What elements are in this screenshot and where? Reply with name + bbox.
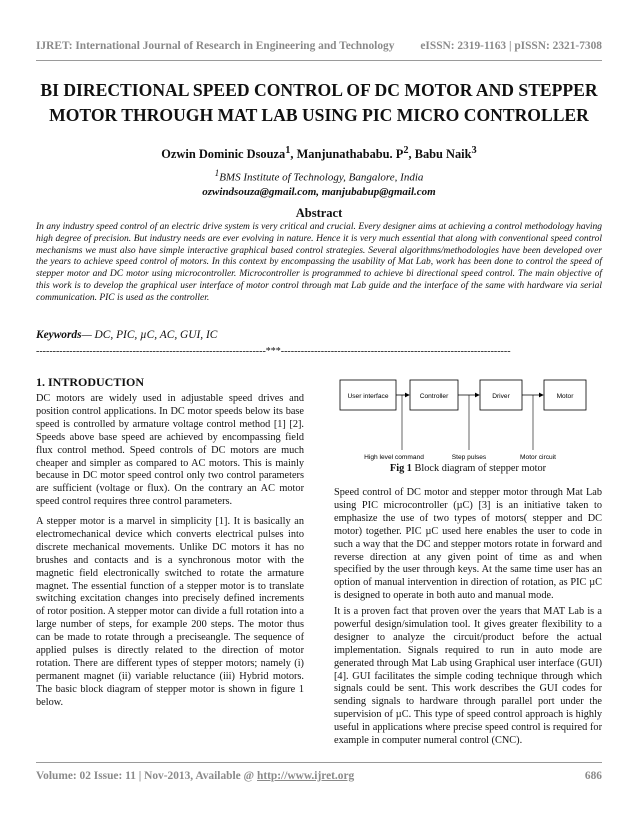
label-driver: Driver [492,393,510,400]
author-2: Manjunathababu. P [296,147,404,162]
issn: eISSN: 2319-1163 | pISSN: 2321-7308 [420,40,602,52]
keywords-text: — DC, PIC, µC, AC, GUI, IC [81,329,218,341]
abstract-text: In any industry speed control of an electric drive system is very critical and crucial. Every designer aims at achieving a control methodology having high degree of precision. But industry needs are ever evolving in nature. Hence it is very much essential that along with conventional speed control mechanisms we must also have simple interactive graphical based control strategies. Several algorithms/methodologies have been developed over the years to achieve speed control of motors. In this context by encompassing the usability of Mat Lab, work has been done to control the speed of stepper motor and DC motor using microcontroller. Microcontroller is programmed to achieve bi directional speed control. The main objective of this work is to develop the graphical user interface of motor control through mat Lab guide and the interface of the same with hardware via serial communication. PIC is used as the controller. [36,222,602,303]
label-high-level-command: High level command [364,454,424,461]
journal-link[interactable]: http://www.ijret.org [257,770,355,782]
figure-caption [334,463,602,474]
intro-paragraph-4: It is a proven fact that proven over the years that MAT Lab is a powerful design/simulation tool. It gives greater flexibility to a designer to analyze the circuit/product before the actual implementation. Signals required to run in auto mode are generated through Mat Lab using Graphical user interface (GUI) [4]. GUI facilitates the simple coding technique through which signals could be sent. This work describes the GUI codes for sending signals to hardware through parallel port under the supervision of µC. This type of speed control approach is highly useful in applications where precise speed control is required for example in computer numeral control (CNC). [334,606,602,747]
intro-paragraph-1: DC motors are widely used in adjustable speed drives and position control applications. In DC motor speeds below its base speed is controlled by armature voltage control method [1] [2]. Speeds above base speed are achieved by encompassing field flux control method. Speed controls of DC motors are much cheaper and simpler as compared to AC motors. This is mainly because in DC motor speed control only two control parameters are sufficient (voltage or flux). On the contrary an AC motor speed control requires three control parameters. [36,393,304,508]
institute: BMS Institute of Technology, Bangalore, India [219,171,424,184]
author-1: Ozwin Dominic Dsouza [161,147,286,162]
page-number: 686 [584,770,602,782]
journal-name: IJRET: International Journal of Research in Engineering and Technology [36,40,395,52]
label-motor: Motor [556,393,574,400]
keywords-label: Keywords [36,329,82,341]
block-diagram [334,372,602,467]
affiliation-sup: 1 [214,168,220,178]
author-3: Babu Naik [414,147,472,162]
section-separator: ---------------------------------------------------------------------***--------------------------------------------------------------------- [36,346,511,357]
label-motor-circuit: Motor circuit [520,454,556,461]
header-rule [36,60,602,61]
footer-volume-info: Volume: 02 Issue: 11 | Nov-2013, Available @ [36,770,257,782]
figure-caption-text: Block diagram of stepper motor [411,463,547,474]
label-user-interface: User interface [347,393,389,400]
title-line-2: MOTOR THROUGH MAT LAB USING PIC MICRO CONTROLLER [49,105,589,125]
title-line-1: BI DIRECTIONAL SPEED CONTROL OF DC MOTOR AND STEPPER [40,80,598,100]
figure-number: Fig 1 [389,463,412,474]
abstract-heading: Abstract [295,206,343,220]
author-3-sup: 3 [471,145,477,156]
affiliation [36,166,602,199]
label-step-pulses: Step pulses [451,454,487,461]
paper-title [36,78,602,128]
intro-paragraph-2: A stepper motor is a marvel in simplicity [1]. It is basically an electromechanical device which converts electrical pulses into discrete mechanical movements. Unlike DC motors it has no brushes and contacts and is a synchronous motor with the magnetic field electronically switched to rotate the armature magnet. The essential function of a stepper motor is to translate switching excitation changes into precisely defined increments of rotor position. A stepper motor can divide a full rotation into a large number of steps, for example 200 steps. The motor thus can be made to rotate through a preciseangle. The sequence of applied pulses is directly related to the direction of motor rotation. There are different types of stepper motors; namely (i) permanent magnet (ii) variable reluctance (iii) Hybrid motors. The basic block diagram of stepper motor is shown in figure 1 below. [36,516,304,708]
keywords [36,329,217,341]
author-list: Ozwin Dominic Dsouza$^1$, Manjunathababu. $P^2$, Babu Naik$^3$ [161,145,477,162]
intro-paragraph-3: Speed control of DC motor and stepper motor through Mat Lab using PIC microcontroller (µC) [3] is an initiative taken to emphasize the use of two types of motors( stepper and DC motor) together. PIC µC used here enables the user to code in such a way that the DC and stepper motors rotate in forward and reverse direction at any given point of time as and when specified by the user through keys. At the same time user has an option of manual intervention in direction of rotation, as PIC µC is designed to operate in both auto and manual mode. [334,487,602,602]
section-heading-introduction: 1. INTRODUCTION [36,375,145,389]
author-1-sup: 1 [285,145,291,156]
running-header [36,40,602,52]
author-2-sup: 2 [403,145,409,156]
label-controller: Controller [419,393,449,400]
footer-rule [36,762,602,763]
running-footer [36,770,602,782]
author-emails[interactable]: ozwindsouza@gmail.com, manjubabup@gmail.com [202,185,436,198]
